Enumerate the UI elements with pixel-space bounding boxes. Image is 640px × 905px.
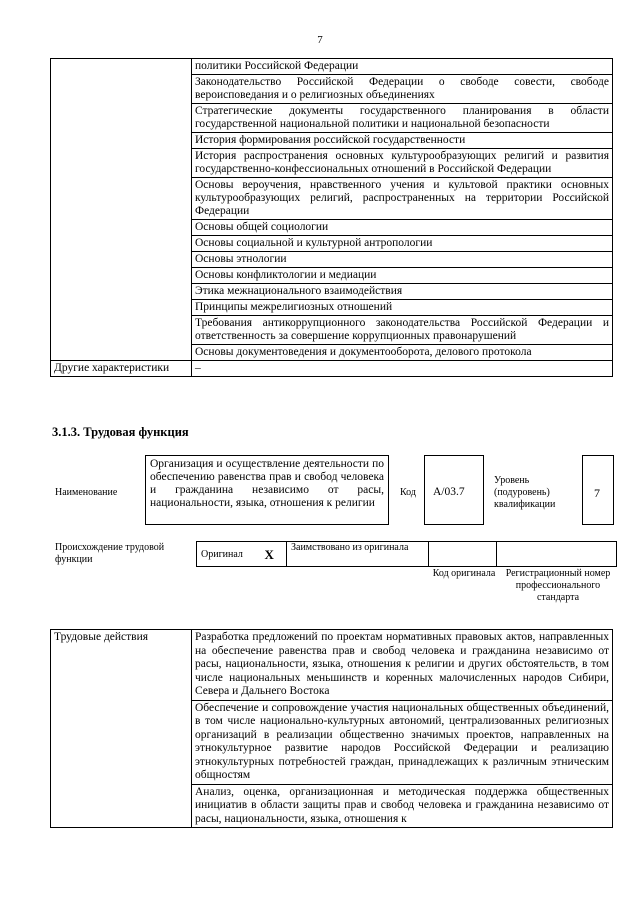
registration-number-cell: [497, 542, 617, 567]
name-label: Наименование: [55, 487, 118, 498]
action-row: [51, 630, 613, 701]
row-value: Анализ, оценка, организационная и методическая поддержка общественных инициатив в области защиты прав и свобод человека и гражданина независимо от расы, национальности, языка, отношения к: [192, 784, 613, 828]
row-value: Основы вероучения, нравственного учения и культовой практики основных культурообразующих религий, распространенных на территории Российской Федерации: [192, 178, 613, 220]
level-value: 7: [594, 486, 600, 500]
row-value: Законодательство Российской Федерации о свободе совести, свободе вероисповедания и о религиозных объединениях: [192, 75, 613, 104]
level-label: [494, 475, 574, 511]
row-value: История формирования российской государственности: [192, 133, 613, 149]
row-value: Основы конфликтологии и медиации: [192, 268, 613, 284]
knowledge-row: [51, 59, 613, 75]
origin-table: [196, 541, 617, 567]
section-heading: 3.1.3. Трудовая функция: [52, 425, 189, 439]
row-label: Другие характеристики: [51, 361, 192, 377]
level-box: [582, 455, 614, 525]
original-code-cell: [429, 542, 497, 567]
row-label: [51, 59, 192, 361]
other-characteristics-row: [51, 361, 613, 377]
actions-table: [50, 629, 613, 828]
registration-note: Регистрационный номер профессионального стандарта: [505, 568, 611, 603]
row-value: Этика межнационального взаимодействия: [192, 284, 613, 300]
original-mark: X: [261, 542, 287, 567]
function-code-box: [424, 455, 484, 525]
knowledge-table: [50, 58, 613, 377]
row-value: –: [192, 361, 613, 377]
row-value: Основы документоведения и документооборота, делового протокола: [192, 345, 613, 361]
code-note: Код оригинала: [432, 568, 496, 579]
row-label: Трудовые действия: [51, 630, 192, 828]
row-value: Основы социальной и культурной антропологии: [192, 236, 613, 252]
origin-label: Происхождение трудовой функции: [55, 542, 165, 565]
row-value: Основы общей социологии: [192, 220, 613, 236]
borrowed-label: Заимствовано из оригинала: [287, 542, 429, 567]
level-label-text: Уровень (подуровень) квалификации: [494, 475, 556, 510]
row-value: Стратегические документы государственного планирования в области государственной национальной политики и национальной безопасности: [192, 104, 613, 133]
row-value: политики Российской Федерации: [192, 59, 613, 75]
row-value: Основы этнологии: [192, 252, 613, 268]
row-value: Разработка предложений по проектам нормативных правовых актов, направленных на обеспечение равенства прав и свобод человека и гражданина независимо от расы, национальности, языка, отношения к религии и других обстоятельств, в том числе национальных меньшинств и коренных малочисленных народов Сибири, Севера и Дальнего Востока: [192, 630, 613, 701]
function-name-box: Организация и осуществление деятельности по обеспечению равенства прав и свобод человека и гражданина независимо от расы, национальности, языка, отношения к религии: [145, 455, 389, 525]
function-code-value: А/03.7: [433, 486, 465, 498]
code-label: Код: [400, 487, 416, 498]
row-value: Требования антикоррупционного законодательства Российской Федерации и ответственность за совершение коррупционных правонарушений: [192, 316, 613, 345]
row-value: История распространения основных культурообразующих религий и развития государственно-конфессиональных отношений в Российской Федерации: [192, 149, 613, 178]
row-value: Обеспечение и сопровождение участия национальных общественных объединений, в том числе национально-культурных автономий, централизованных религиозных организаций в реализации общественно значимых проектов, направленных на этнокультурное развитие народов Российской Федерации и реализацию этнокультурных потребностей граждан, принадлежащих к различным этническим общностям: [192, 700, 613, 784]
page-number: 7: [317, 34, 323, 46]
row-value: Принципы межрелигиозных отношений: [192, 300, 613, 316]
original-label: Оригинал: [197, 542, 261, 567]
